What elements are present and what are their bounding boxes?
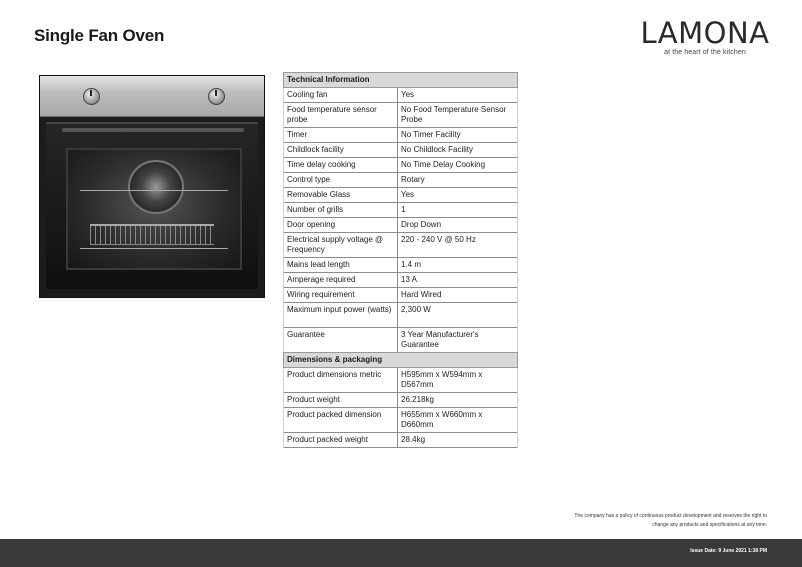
row-label: Guarantee bbox=[284, 328, 398, 352]
row-label: Product weight bbox=[284, 393, 398, 407]
row-value: 1 bbox=[401, 205, 406, 214]
row-value: Yes bbox=[401, 190, 415, 199]
row-value: No Timer Facility bbox=[401, 130, 461, 139]
table-row bbox=[284, 303, 517, 328]
issue-date: Issue Date: 9 June 2021 1:38 PM bbox=[690, 548, 767, 554]
dimensions-body bbox=[283, 368, 518, 448]
table-row bbox=[284, 328, 517, 353]
page-title: Single Fan Oven bbox=[34, 26, 165, 45]
row-label: Electrical supply voltage @ Frequency bbox=[284, 233, 398, 257]
row-label: Maximum input power (watts) bbox=[284, 303, 398, 327]
table-row bbox=[284, 103, 517, 128]
row-label: Product packed dimension bbox=[284, 408, 398, 432]
row-value: 28.4kg bbox=[401, 435, 426, 444]
table-row bbox=[284, 188, 517, 203]
table-row bbox=[284, 433, 517, 448]
table-row bbox=[284, 218, 517, 233]
row-value: No Food Temperature Sensor Probe bbox=[401, 105, 507, 124]
table-row bbox=[284, 233, 517, 258]
table-row bbox=[284, 158, 517, 173]
brand-name: LAMONA bbox=[640, 16, 770, 50]
row-label: Number of grills bbox=[284, 203, 398, 217]
row-label: Timer bbox=[284, 128, 398, 142]
row-value: Hard Wired bbox=[401, 290, 442, 299]
table-row bbox=[284, 143, 517, 158]
row-value: 26.218kg bbox=[401, 395, 434, 404]
row-value: 220 - 240 V @ 50 Hz bbox=[401, 235, 476, 244]
row-label: Removable Glass bbox=[284, 188, 398, 202]
row-value: 1.4 m bbox=[401, 260, 422, 269]
footer-bar bbox=[0, 539, 802, 567]
table-row bbox=[284, 368, 517, 393]
table-row bbox=[284, 128, 517, 143]
oven-image bbox=[39, 75, 265, 298]
oven-window bbox=[66, 148, 242, 270]
row-value: Drop Down bbox=[401, 220, 442, 229]
row-label: Amperage required bbox=[284, 273, 398, 287]
technical-info-body bbox=[283, 88, 518, 353]
row-label: Cooling fan bbox=[284, 88, 398, 102]
row-label: Control type bbox=[284, 173, 398, 187]
row-label: Door opening bbox=[284, 218, 398, 232]
brand-tagline: at the heart of the kitchen bbox=[664, 49, 746, 56]
row-value: 13 A bbox=[401, 275, 418, 284]
dimensions-heading: Dimensions & packaging bbox=[283, 352, 518, 368]
row-label: Food temperature sensor probe bbox=[284, 103, 398, 127]
dimensions-table bbox=[283, 352, 518, 448]
table-row bbox=[284, 408, 517, 433]
shelf-runner bbox=[80, 190, 228, 191]
left-knob-icon bbox=[83, 88, 100, 105]
row-label: Product dimensions metric bbox=[284, 368, 398, 392]
disclaimer-line-1: The company has a policy of continuous product development and reserves the right to bbox=[574, 513, 767, 519]
brand-logo bbox=[640, 16, 770, 56]
oven-rack bbox=[90, 224, 214, 245]
row-label: Time delay cooking bbox=[284, 158, 398, 172]
row-value: 2,300 W bbox=[401, 305, 431, 314]
row-value: H595mm x W594mm x D567mm bbox=[401, 370, 483, 389]
table-row bbox=[284, 173, 517, 188]
table-row bbox=[284, 273, 517, 288]
table-row bbox=[284, 258, 517, 273]
disclaimer-line-2: change any products and specifications at any time. bbox=[652, 521, 767, 528]
row-value: No Time Delay Cooking bbox=[401, 160, 486, 169]
table-row bbox=[284, 203, 517, 218]
row-value: 3 Year Manufacturer's Guarantee bbox=[401, 330, 479, 349]
control-panel bbox=[40, 76, 264, 117]
technical-info-table bbox=[283, 72, 518, 353]
table-row bbox=[284, 393, 517, 408]
technical-info-heading: Technical Information bbox=[283, 72, 518, 88]
row-label: Wiring requirement bbox=[284, 288, 398, 302]
row-value: No Childlock Facility bbox=[401, 145, 474, 154]
row-value: Rotary bbox=[401, 175, 425, 184]
right-knob-icon bbox=[208, 88, 225, 105]
fan-icon bbox=[128, 160, 184, 214]
door-handle bbox=[62, 128, 244, 132]
shelf-runner bbox=[80, 248, 228, 249]
row-value: Yes bbox=[401, 90, 415, 99]
disclaimer bbox=[527, 512, 767, 529]
table-row bbox=[284, 288, 517, 303]
row-label: Childlock facility bbox=[284, 143, 398, 157]
row-label: Mains lead length bbox=[284, 258, 398, 272]
row-value: H655mm x W660mm x D660mm bbox=[401, 410, 483, 429]
table-row bbox=[284, 88, 517, 103]
row-label: Product packed weight bbox=[284, 433, 398, 447]
